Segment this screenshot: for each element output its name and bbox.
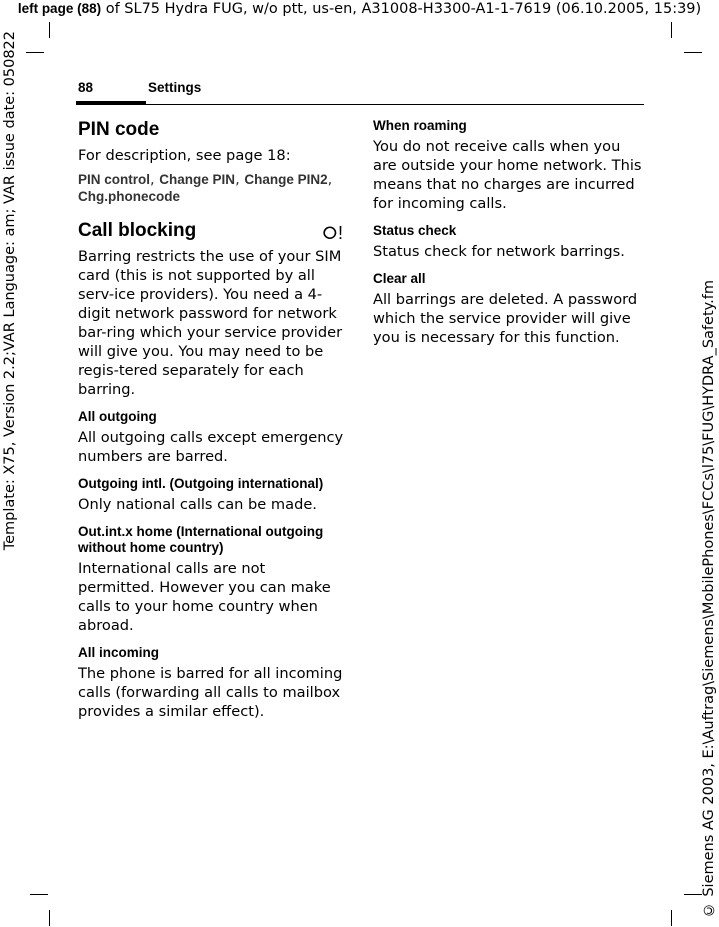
barring-text: All outgoing calls except emergency numbers are barred. — [78, 429, 344, 465]
barring-item — [373, 223, 643, 261]
template-info: Template: X75, Version 2.2;VAR Language: am; VAR issue date: 050822 — [2, 30, 18, 550]
barring-item — [78, 476, 346, 514]
pin-description: For description, see page 18: — [78, 147, 291, 164]
barring-item — [78, 409, 346, 466]
barring-text: Status check for network barrings. — [373, 243, 625, 260]
menu-link-change-pin2[interactable]: Change PIN2 — [244, 172, 328, 187]
barring-title: Status check — [373, 223, 457, 238]
barring-item — [373, 271, 643, 347]
barring-text: The phone is barred for all incoming calls (forwarding all calls to mailbox provides a similar effect). — [78, 665, 343, 720]
page-header — [78, 80, 644, 104]
barring-text: Only national calls can be made. — [78, 496, 317, 513]
barring-title: All incoming — [78, 645, 159, 660]
barring-item — [78, 524, 346, 635]
print-header-page: left page (88) — [17, 1, 102, 16]
copyright-wrapper — [700, 280, 719, 918]
print-header-info: of SL75 Hydra FUG, w/o ptt, us-en, A31008-H3300-A1-1-7619 (06.10.2005, 15:39) — [101, 1, 702, 17]
menu-link-pin-control[interactable]: PIN control — [78, 172, 151, 187]
crop-mark — [671, 910, 672, 926]
separator: , — [150, 171, 160, 188]
crop-mark — [684, 52, 702, 53]
barring-item — [78, 645, 346, 721]
pin-menu-list — [78, 171, 346, 205]
separator: , — [235, 171, 245, 188]
call-blocking-intro: Barring restricts the use of your SIM card (this is not supported by all serv-ice providers). You need a 4-digit network password for network bar-ring which your service provider will give you. You may need to be regis-tered separately for each barring. — [78, 248, 343, 398]
page-title: Settings — [148, 80, 202, 95]
crop-mark — [49, 22, 50, 38]
separator: , — [327, 171, 333, 188]
barring-title: Clear all — [373, 271, 426, 286]
barring-text: International calls are not permitted. However you can make calls to your home country when abroad. — [78, 560, 331, 634]
crop-mark — [49, 910, 50, 926]
print-header — [0, 0, 719, 18]
template-info-wrapper — [0, 30, 20, 550]
barring-title: All outgoing — [78, 409, 157, 424]
crop-mark — [30, 894, 48, 895]
barring-title: Out.int.x home (International outgoing without home country) — [78, 524, 324, 555]
network-service-icon: ⭘! — [322, 223, 344, 243]
menu-link-change-pin[interactable]: Change PIN — [159, 172, 236, 187]
header-rule — [146, 104, 644, 105]
left-column — [78, 118, 346, 731]
barring-title: When roaming — [373, 118, 467, 133]
crop-mark — [26, 52, 44, 53]
right-column — [373, 118, 643, 357]
call-blocking-title: Call blocking — [78, 220, 197, 241]
section-heading-pin: PIN code — [78, 119, 160, 140]
menu-link-chg-phonecode[interactable]: Chg.phonecode — [78, 189, 180, 204]
barring-item — [373, 118, 643, 213]
section-heading-call-blocking — [78, 219, 346, 243]
crop-mark — [671, 22, 672, 38]
copyright-path: © Siemens AG 2003, E:\Auftrag\Siemens\MobilePhones\FCCs\l75\FUG\HYDRA_Safety.fm — [701, 280, 717, 918]
header-bar — [76, 101, 146, 105]
barring-text: All barrings are deleted. A password which the service provider will give you is necessary for this function. — [373, 291, 638, 346]
barring-text: You do not receive calls when you are outside your home network. This means that no charges are incurred for incoming calls. — [373, 138, 642, 212]
barring-title: Outgoing intl. (Outgoing international) — [78, 476, 324, 491]
page-number: 88 — [78, 80, 94, 95]
